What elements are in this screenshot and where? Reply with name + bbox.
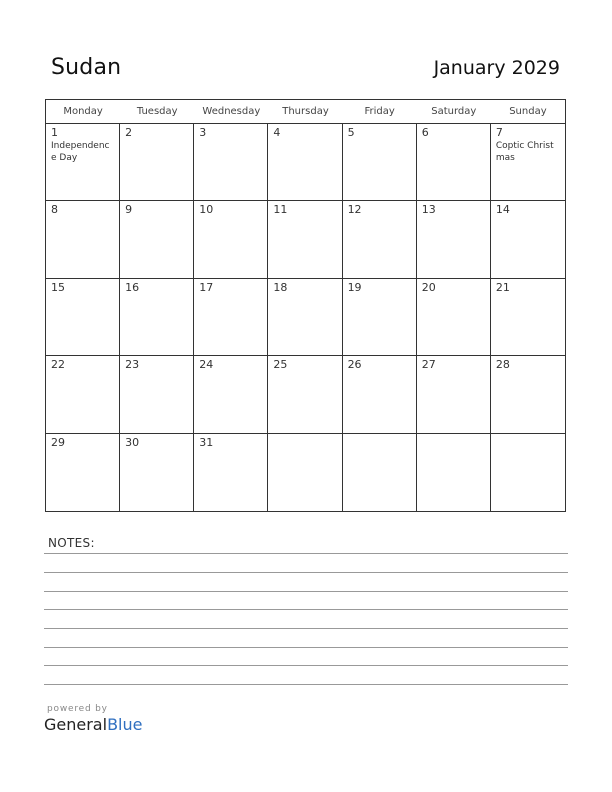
day-cell [343, 279, 417, 356]
calendar-grid [45, 99, 566, 512]
day-cell [268, 201, 342, 278]
day-cell [417, 434, 491, 511]
note-line [44, 628, 568, 629]
note-line [44, 684, 568, 685]
day-cell [491, 434, 565, 511]
day-cell [343, 124, 417, 201]
weekday-wednesday: Wednesday [202, 106, 261, 117]
day-number: 7 [495, 126, 503, 139]
day-cell [46, 279, 120, 356]
month-year-title: January 2029 [433, 57, 560, 79]
day-number: 30 [125, 435, 140, 449]
day-cell [268, 356, 342, 433]
day-number: 10 [199, 203, 214, 217]
day-cell [194, 279, 268, 356]
note-line [44, 609, 568, 610]
powered-by-text: powered by [47, 704, 108, 714]
day-number: 2 [125, 126, 133, 139]
day-number: 24 [199, 358, 214, 372]
weekday-monday: Monday [63, 106, 103, 117]
day-cell [194, 356, 268, 433]
day-cell [343, 434, 417, 511]
holiday-label: Coptic Christmas [495, 141, 554, 163]
day-cell [46, 434, 120, 511]
day-number: 6 [421, 126, 429, 139]
day-number: 18 [273, 280, 288, 294]
weekday-sunday: Sunday [509, 106, 547, 117]
day-number: 28 [495, 358, 510, 372]
day-cell [491, 201, 565, 278]
country-title: Sudan [51, 55, 122, 80]
day-number: 20 [421, 280, 436, 294]
day-number: 12 [347, 203, 362, 217]
note-line [44, 553, 568, 554]
day-cell [268, 279, 342, 356]
notes-label: NOTES: [48, 536, 95, 550]
day-cell [46, 356, 120, 433]
day-cell [268, 434, 342, 511]
day-number: 15 [51, 280, 65, 294]
day-cell [120, 124, 194, 201]
day-number: 17 [199, 280, 214, 294]
day-number: 26 [347, 358, 362, 372]
day-number: 5 [347, 126, 355, 139]
brand-name-blue: Blue [107, 715, 143, 734]
day-number: 31 [199, 435, 214, 449]
day-number: 11 [273, 203, 288, 217]
note-line [44, 647, 568, 648]
weekday-saturday: Saturday [431, 106, 477, 117]
day-number: 19 [347, 280, 362, 294]
day-number: 21 [495, 280, 510, 294]
calendar-days [46, 124, 565, 511]
note-line [44, 572, 568, 573]
day-cell [343, 356, 417, 433]
weekday-thursday: Thursday [282, 106, 329, 117]
day-cell [343, 201, 417, 278]
day-cell [491, 279, 565, 356]
day-cell [417, 201, 491, 278]
day-number: 27 [421, 358, 436, 372]
day-cell [120, 201, 194, 278]
day-cell [194, 124, 268, 201]
day-cell [417, 356, 491, 433]
day-number: 22 [51, 358, 65, 372]
holiday-label: Independence Day [51, 141, 110, 163]
weekday-tuesday: Tuesday [136, 106, 178, 117]
day-number: 13 [421, 203, 436, 217]
day-cell [120, 434, 194, 511]
day-cell [120, 279, 194, 356]
day-number: 9 [125, 203, 133, 217]
brand-name [44, 715, 142, 734]
day-cell [194, 201, 268, 278]
day-number: 25 [273, 358, 288, 372]
note-line [44, 591, 568, 592]
weekday-friday: Friday [364, 106, 395, 117]
brand-name-general: General [44, 715, 108, 734]
note-line [44, 665, 568, 666]
day-number: 16 [125, 280, 140, 294]
day-number: 4 [273, 126, 281, 139]
weekday-header-row [46, 100, 565, 124]
day-number: 8 [51, 203, 58, 217]
day-number: 3 [199, 126, 207, 139]
day-cell [417, 279, 491, 356]
day-number: 29 [51, 435, 65, 449]
day-number: 1 [51, 126, 58, 139]
day-cell [491, 124, 565, 201]
day-cell [46, 124, 120, 201]
day-cell [194, 434, 268, 511]
day-number: 14 [495, 203, 510, 217]
day-cell [417, 124, 491, 201]
day-cell [491, 356, 565, 433]
day-cell [120, 356, 194, 433]
day-cell [268, 124, 342, 201]
day-number: 23 [125, 358, 140, 372]
day-cell [46, 201, 120, 278]
brand-logo [44, 704, 142, 734]
notes-section [44, 536, 568, 550]
